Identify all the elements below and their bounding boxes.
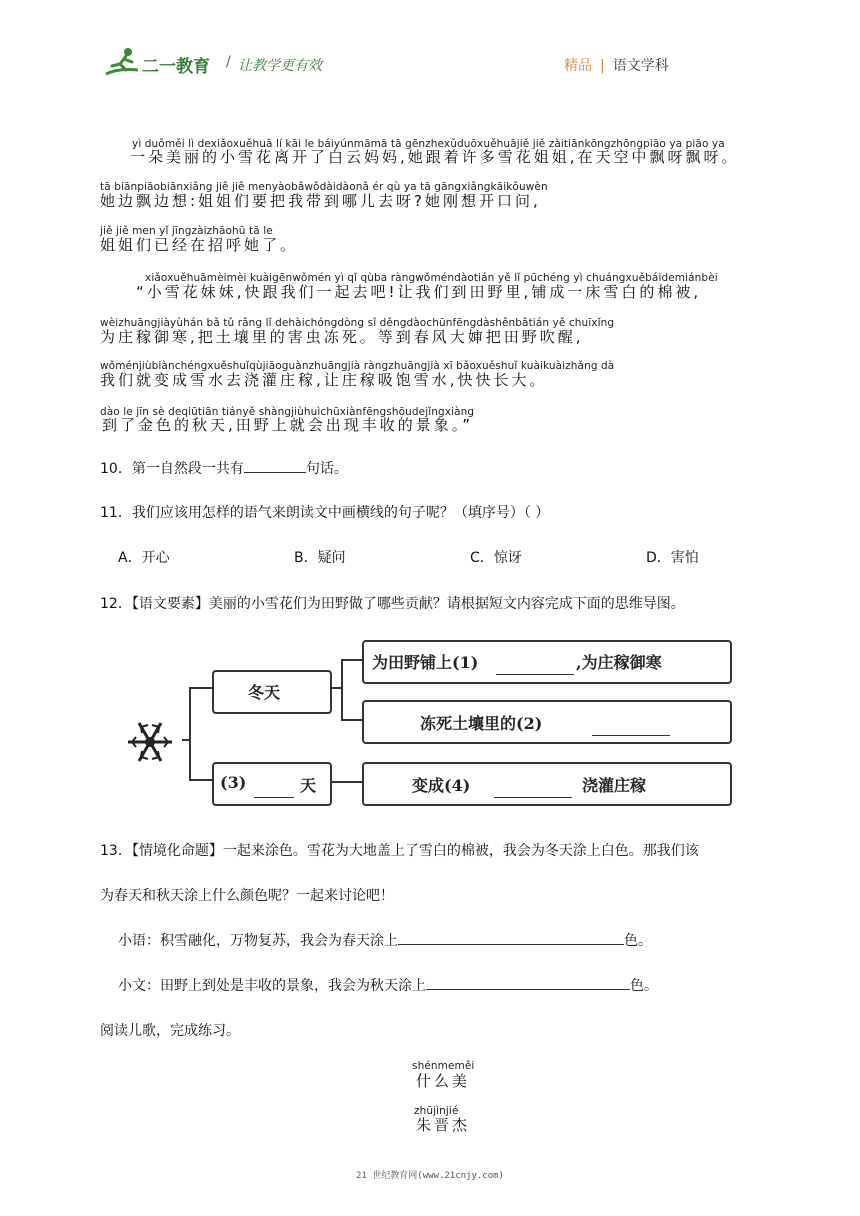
mindmap-third: (3) <box>220 773 247 792</box>
poem-title-pinyin: shénmeměi <box>412 1060 475 1072</box>
text-line-5: 为庄稼御寒,把土壤里的害虫冻死。等到春风大婶把田野吹醒, <box>100 328 584 346</box>
mindmap-blank-3[interactable] <box>254 797 294 798</box>
logo-text: 二一教育 <box>142 57 210 77</box>
runner-icon <box>104 46 144 80</box>
poem-author-pinyin: zhūjìnjié <box>414 1105 459 1117</box>
text-line-6: 我们就变成雪水去浇灌庄稼,让庄稼吸饱雪水,快快长大。 <box>100 371 548 389</box>
option-b[interactable]: B．疑问 <box>294 550 346 566</box>
xiaoyu-suffix: 色。 <box>624 933 652 949</box>
question-10-suffix: 句话。 <box>305 461 348 477</box>
mindmap-branch3: 变成(4) <box>412 776 471 795</box>
text-line-3: 姐姐们已经在招呼她了。 <box>100 236 299 254</box>
mindmap-branch3-suffix: 浇灌庄稼 <box>582 776 647 795</box>
question-10-prefix: 10．第一自然段一共有 <box>100 461 244 477</box>
xiaoyu-line <box>118 930 652 950</box>
xiaowen-suffix: 色。 <box>630 978 658 994</box>
text-line-1: 一朵美丽的小雪花离开了白云妈妈,她跟着许多雪花姐姐,在天空中飘呀飘呀。 <box>130 148 740 166</box>
logo <box>104 46 222 80</box>
mindmap-blank-2[interactable] <box>592 735 670 736</box>
slash: / <box>226 54 231 70</box>
pinyin-line-7: dào le jīn sè deqiūtiān tiányě shàngjiùhuìchūxiànfēngshōudejǐngxiàng <box>100 406 475 418</box>
option-a[interactable]: A．开心 <box>118 550 170 566</box>
pinyin-line-1: yì duǒměi lì dexiǎoxuěhuā lí kāi le báiyúnmāmā tā gēnzhexǔduōxuěhuājiě jiě zàitiānkōngzhōngpiāo ya piāo ya <box>132 138 725 150</box>
xiaowen-prefix: 小文：田野上到处是丰收的景象，我会为秋天涂上 <box>118 978 426 994</box>
xiaowen-line <box>118 975 658 995</box>
brand-subject: 语文学科 <box>612 58 669 74</box>
pinyin-line-2: tā biānpiāobiānxiǎng jiě jiě menyàobǎwǒdàidàonǎ ér qù ya tā gāngxiǎngkāikǒuwèn <box>100 181 548 193</box>
pinyin-line-4: xiǎoxuěhuāmèimèi kuàigēnwǒmén yì qǐ qùba ràngwǒméndàotián yě lǐ pūchéng yì chuángxuěbáidemiánbèi <box>145 272 718 284</box>
poem-title: 什么美 <box>416 1072 471 1090</box>
question-12: 12．【语文要素】美丽的小雪花们为田野做了哪些贡献？请根据短文内容完成下面的思维导图。 <box>100 596 685 612</box>
pinyin-line-6: wǒménjiùbiànchéngxuěshuǐqùjiāoguànzhuāngjià ràngzhuāngjià xī bǎoxuěshuǐ kuàikuàizhǎng dà <box>100 360 615 372</box>
brand-separator: | <box>600 58 605 74</box>
mindmap-third-suffix: 天 <box>300 776 317 795</box>
text-line-4: “小雪花妹妹,快跟我们一起去吧!让我们到田野里,铺成一床雪白的棉被, <box>136 283 702 301</box>
question-13-line-2: 为春天和秋天涂上什么颜色呢？一起来讨论吧！ <box>100 888 394 904</box>
question-10 <box>100 458 348 478</box>
xiaoyu-prefix: 小语：积雪融化，万物复苏，我会为春天涂上 <box>118 933 398 949</box>
answer-blank-10[interactable] <box>244 458 306 473</box>
mindmap-blank-1[interactable] <box>496 674 574 675</box>
option-d[interactable]: D．害怕 <box>646 550 699 566</box>
slogan: 让教学更有效 <box>238 58 322 74</box>
brand-quality: 精品 <box>564 58 592 74</box>
footer: 21 世纪教育网(www.21cnjy.com) <box>356 1171 504 1181</box>
question-11: 11．我们应该用怎样的语气来朗读文中画横线的句子呢？（填序号）（ ） <box>100 505 550 521</box>
pinyin-line-3: jiě jiě men yǐ jīngzàizhāohū tā le <box>100 225 273 237</box>
mindmap-branch1-suffix: ,为庄稼御寒 <box>576 653 662 672</box>
snowflake-icon <box>124 716 176 768</box>
poem-author: 朱晋杰 <box>416 1116 471 1134</box>
mindmap-branch2-box <box>362 700 732 744</box>
text-line-7: 到了金色的秋天,田野上就会出现丰收的景象。” <box>102 416 474 434</box>
question-13-line-1: 13．【情境化命题】一起来涂色。雪花为大地盖上了雪白的棉被，我会为冬天涂上白色。那我们该 <box>100 843 699 859</box>
mindmap-branch1: 为田野铺上(1) <box>372 653 479 672</box>
option-c[interactable]: C．惊讶 <box>470 550 522 566</box>
mindmap-winter: 冬天 <box>248 683 281 702</box>
mindmap-branch2: 冻死土壤里的(2) <box>420 714 543 733</box>
mindmap-blank-4[interactable] <box>494 797 572 798</box>
poem-intro: 阅读儿歌，完成练习。 <box>100 1023 240 1039</box>
brand <box>564 55 669 75</box>
answer-blank-spring[interactable] <box>398 930 624 945</box>
answer-blank-autumn[interactable] <box>426 975 630 990</box>
text-line-2: 她边飘边想:姐姐们要把我带到哪儿去呀?她刚想开口问, <box>100 192 541 210</box>
pinyin-line-5: wèizhuāngjiàyùhán bǎ tǔ rǎng lǐ dehàichóngdòng sǐ děngdàochūnfēngdàshěnbǎtián yě chuīxǐng <box>100 317 615 329</box>
